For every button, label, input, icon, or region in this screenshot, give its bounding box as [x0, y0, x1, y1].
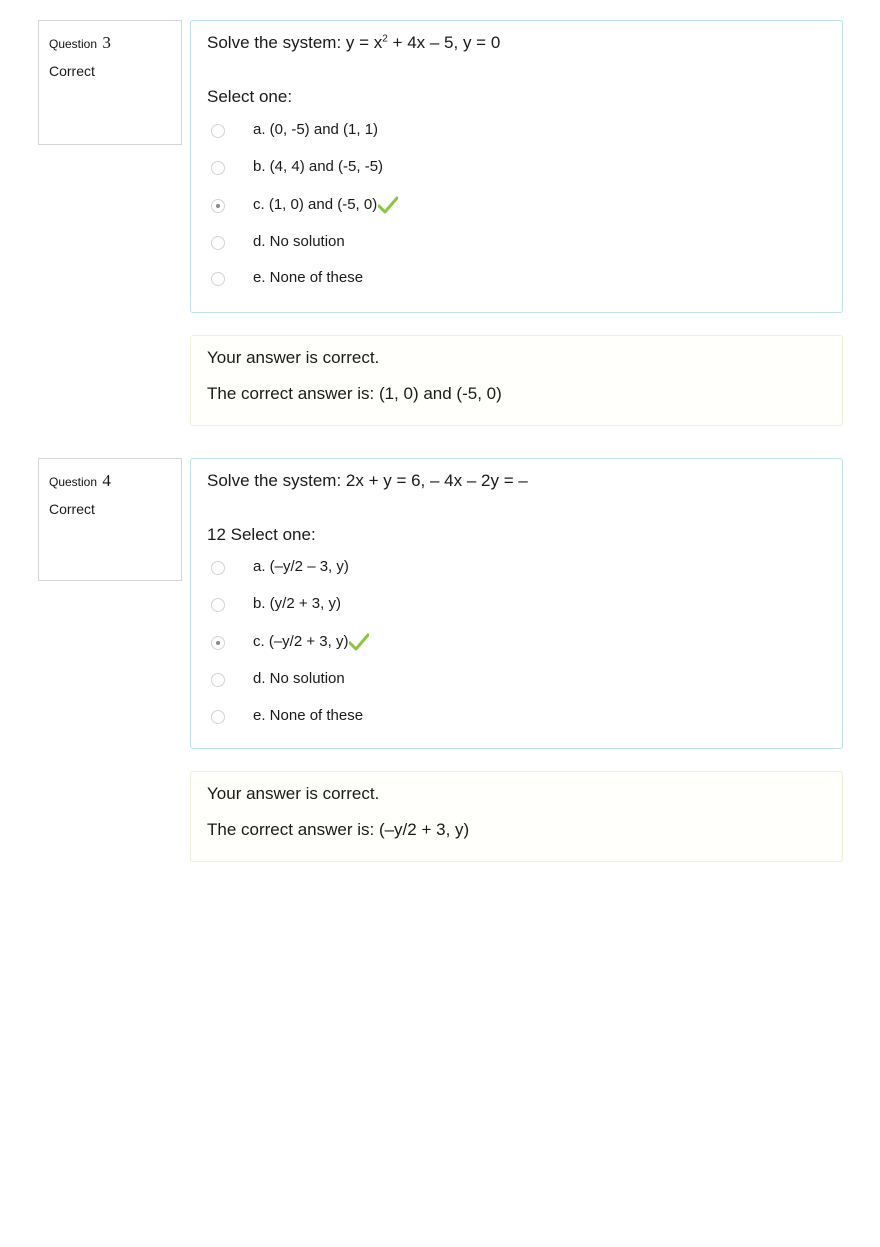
question-state: Correct	[49, 501, 95, 517]
check-icon	[349, 633, 369, 651]
radio-button-checked[interactable]	[211, 636, 225, 650]
answer-option[interactable]	[191, 667, 842, 695]
answer-option[interactable]	[191, 230, 842, 258]
specific-feedback: Your answer is correct.	[207, 784, 380, 803]
question-text: Solve the system: 2x + y = 6, – 4x – 2y = –	[207, 471, 528, 490]
question-formulation	[190, 20, 843, 313]
radio-button[interactable]	[211, 561, 225, 575]
radio-button[interactable]	[211, 236, 225, 250]
answer-option-label: e. None of these	[253, 269, 364, 286]
answer-option[interactable]	[191, 555, 842, 583]
radio-button[interactable]	[211, 161, 225, 175]
question-number-value: 3	[102, 33, 111, 52]
question-info-box	[38, 458, 182, 581]
radio-button[interactable]	[211, 710, 225, 724]
exponent: 2	[382, 33, 388, 45]
select-one-prompt: Select one:	[207, 87, 293, 106]
question-formulation	[190, 458, 843, 749]
answer-option[interactable]	[191, 118, 842, 146]
answer-option-label: b. (y/2 + 3, y)	[253, 595, 341, 612]
right-answer: The correct answer is: (–y/2 + 3, y)	[207, 820, 470, 839]
answer-option-label: a. (–y/2 – 3, y)	[253, 558, 349, 575]
answer-option-label: d. No solution	[253, 233, 345, 250]
question-text-rest: + 4x – 5, y = 0	[387, 33, 501, 52]
check-icon	[378, 196, 398, 214]
answer-option-label: d. No solution	[253, 670, 345, 687]
answer-option-label: b. (4, 4) and (-5, -5)	[253, 158, 384, 175]
radio-button[interactable]	[211, 272, 225, 286]
specific-feedback: Your answer is correct.	[207, 348, 380, 367]
feedback-box	[190, 771, 843, 862]
question-label: Question	[49, 37, 98, 51]
right-answer: The correct answer is: (1, 0) and (-5, 0)	[207, 384, 502, 403]
answer-option-label: c. (1, 0) and (-5, 0)	[253, 196, 378, 213]
answer-option[interactable]	[191, 266, 842, 294]
answer-option-label-wrapper	[253, 633, 369, 651]
answer-option-selected[interactable]	[191, 193, 842, 221]
question-info-box	[38, 20, 182, 145]
question-number-value: 4	[102, 471, 111, 490]
answer-option-label: a. (0, -5) and (1, 1)	[253, 121, 379, 138]
answer-option[interactable]	[191, 704, 842, 732]
select-one-prompt: 12 Select one:	[207, 525, 316, 544]
question-number	[49, 33, 171, 53]
question-number	[49, 471, 171, 491]
answer-option-label: e. None of these	[253, 707, 364, 724]
radio-button[interactable]	[211, 598, 225, 612]
answer-option-label-wrapper	[253, 196, 398, 214]
question-label: Question	[49, 475, 98, 489]
question-text	[207, 33, 500, 53]
answer-option[interactable]	[191, 155, 842, 183]
radio-button[interactable]	[211, 673, 225, 687]
answer-option-selected[interactable]	[191, 630, 842, 658]
question-text-main: Solve the system: y = x	[207, 33, 383, 52]
radio-button-checked[interactable]	[211, 199, 225, 213]
radio-button[interactable]	[211, 124, 225, 138]
feedback-box	[190, 335, 843, 426]
question-state: Correct	[49, 63, 95, 79]
answer-option-label: c. (–y/2 + 3, y)	[253, 633, 349, 650]
answer-option[interactable]	[191, 592, 842, 620]
